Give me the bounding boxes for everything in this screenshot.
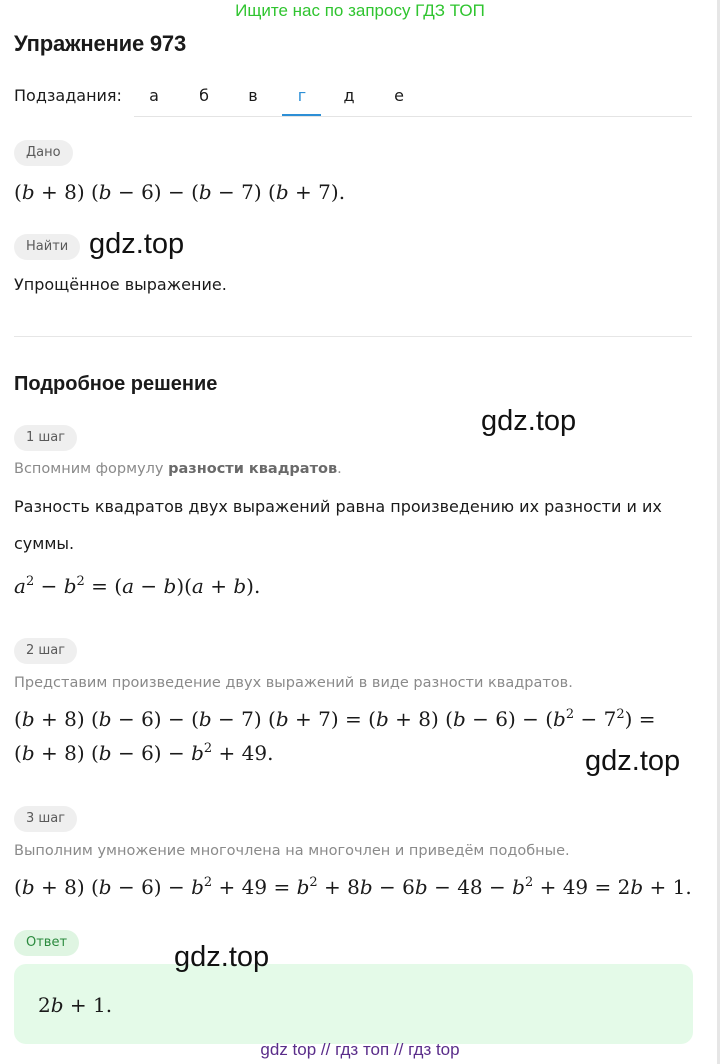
step-1-text-line1: Разность квадратов двух выражений равна произведению их разности и их	[14, 497, 662, 516]
watermark: gdz.top	[174, 941, 270, 973]
tab-v[interactable]: в	[248, 86, 258, 105]
step-2-hint: Представим произведение двух выражений в виде разности квадратов.	[14, 675, 573, 691]
footer-links[interactable]: gdz top // гдз топ // гдз top	[260, 1040, 460, 1059]
page-title: Упражнение 973	[14, 31, 186, 56]
step-2-formula-line2: (b + 8) $(b - 6) - b^2 + 49$.	[14, 741, 274, 765]
tab-g[interactable]: г	[297, 86, 307, 105]
tab-b[interactable]: б	[199, 86, 209, 105]
answer-expression: 2b + 1.	[38, 993, 113, 1017]
step-3-hint: Выполним умножение многочлена на многочлен и приведём подобные.	[14, 843, 570, 859]
given-chip: Дано	[14, 140, 73, 166]
step-1-text-line2: суммы.	[14, 534, 75, 553]
active-tab-indicator	[282, 114, 321, 116]
find-chip: Найти	[14, 234, 80, 260]
watermark: gdz.top	[89, 228, 185, 260]
divider	[14, 336, 692, 337]
top-banner: Ищите нас по запросу ГДЗ ТОП	[235, 1, 485, 20]
tab-e[interactable]: е	[394, 86, 404, 105]
subtask-tabs	[134, 80, 692, 117]
tab-d[interactable]: д	[343, 86, 355, 105]
step-2-chip: 2 шаг	[14, 638, 77, 664]
step-1-chip: 1 шаг	[14, 425, 77, 451]
watermark: gdz.top	[585, 745, 681, 777]
step-3-chip: 3 шаг	[14, 806, 77, 832]
subtasks-label: Подзадания:	[14, 86, 122, 105]
step-1-hint: Вспомним формулу разности квадратов.	[14, 461, 342, 477]
step-3-formula: (b + 8) $(b - 6) - b^2 + 49 = b^2 + 8b - 6b - 48 - b^2 + 49 = 2b + 1$.	[14, 875, 692, 899]
step-2-formula-line1: (b + 8) (b − 6) − (b − 7) (b + 7) = (b + 8) $(b - 6) - (b^2 - 7^2)$ =	[14, 707, 656, 731]
answer-box	[14, 964, 693, 1044]
watermark: gdz.top	[481, 405, 577, 437]
given-expression: (b + 8) (b − 6) − (b − 7) (b + 7).	[14, 180, 346, 204]
find-text: Упрощённое выражение.	[14, 275, 227, 294]
step-1-formula: $a^2 - b^2 = (a - b)(a + b)$.	[14, 574, 261, 598]
solution-title: Подробное решение	[14, 373, 218, 395]
tab-a[interactable]: а	[149, 86, 159, 105]
answer-chip: Ответ	[14, 930, 79, 956]
